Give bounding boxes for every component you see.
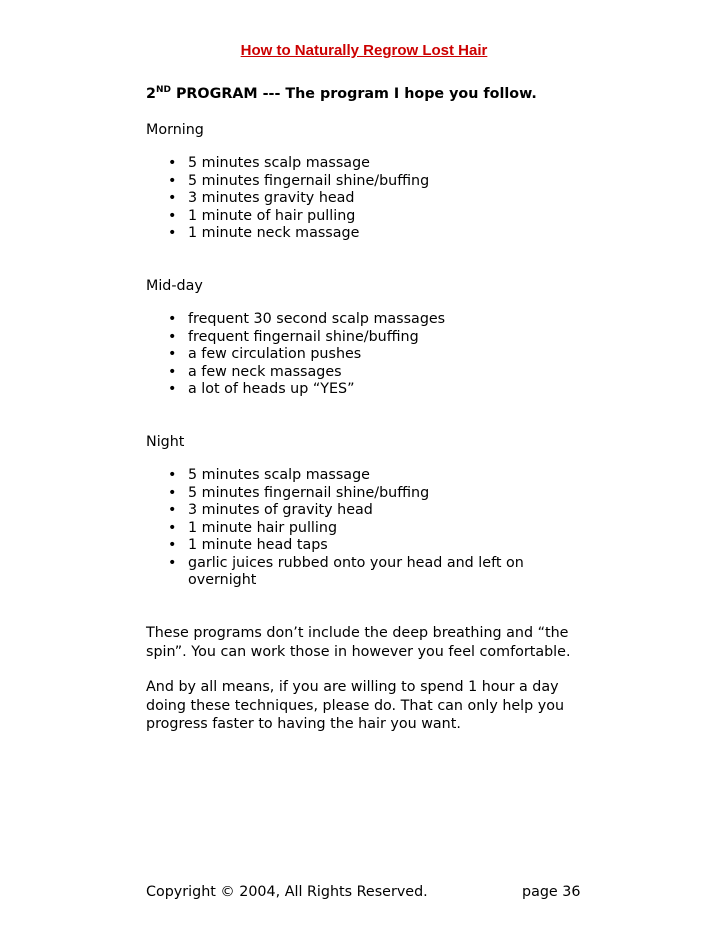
paragraph-spin-note: These programs don’t include the deep breathing and “the spin”. You can work those in however you feel comfortable. bbox=[146, 625, 571, 660]
list-item: • 1 minute of hair pulling bbox=[168, 208, 568, 226]
list-item: • a lot of heads up “YES” bbox=[168, 381, 568, 399]
copyright-notice: Copyright © 2004, All Rights Reserved. bbox=[146, 884, 428, 900]
list-item: • 5 minutes fingernail shine/buffing bbox=[168, 173, 568, 191]
heading-superscript: ND bbox=[155, 85, 171, 95]
list-item: • 3 minutes of gravity head bbox=[168, 502, 548, 520]
list-item: • 5 minutes fingernail shine/buffing bbox=[168, 485, 548, 503]
list-item: • a few neck massages bbox=[168, 364, 568, 382]
list-midday bbox=[168, 311, 568, 399]
list-item: • 5 minutes scalp massage bbox=[168, 155, 568, 173]
list-item: • frequent 30 second scalp massages bbox=[168, 311, 568, 329]
page-number: page 36 bbox=[522, 884, 581, 900]
list-item: • 1 minute neck massage bbox=[168, 225, 568, 243]
heading-number: 2 bbox=[146, 86, 156, 102]
heading-text: PROGRAM --- The program I hope you follow. bbox=[170, 86, 537, 102]
list-item: • 1 minute hair pulling bbox=[168, 520, 548, 538]
list-item: • 5 minutes scalp massage bbox=[168, 467, 548, 485]
list-morning bbox=[168, 155, 568, 243]
list-item: • 1 minute head taps bbox=[168, 537, 548, 555]
list-item: • a few circulation pushes bbox=[168, 346, 568, 364]
section-label-midday: Mid-day bbox=[146, 278, 203, 294]
section-label-night: Night bbox=[146, 434, 185, 450]
list-item: • garlic juices rubbed onto your head and left on overnight bbox=[168, 555, 548, 590]
list-item: • frequent fingernail shine/buffing bbox=[168, 329, 568, 347]
page-title: How to Naturally Regrow Lost Hair bbox=[240, 42, 488, 59]
section-label-morning: Morning bbox=[146, 122, 204, 138]
list-night bbox=[168, 467, 548, 590]
paragraph-encouragement: And by all means, if you are willing to spend 1 hour a day doing these techniques, please do. That can only help you progress faster to having the hair you want. bbox=[146, 679, 565, 732]
program-heading bbox=[146, 86, 537, 102]
list-item: • 3 minutes gravity head bbox=[168, 190, 568, 208]
